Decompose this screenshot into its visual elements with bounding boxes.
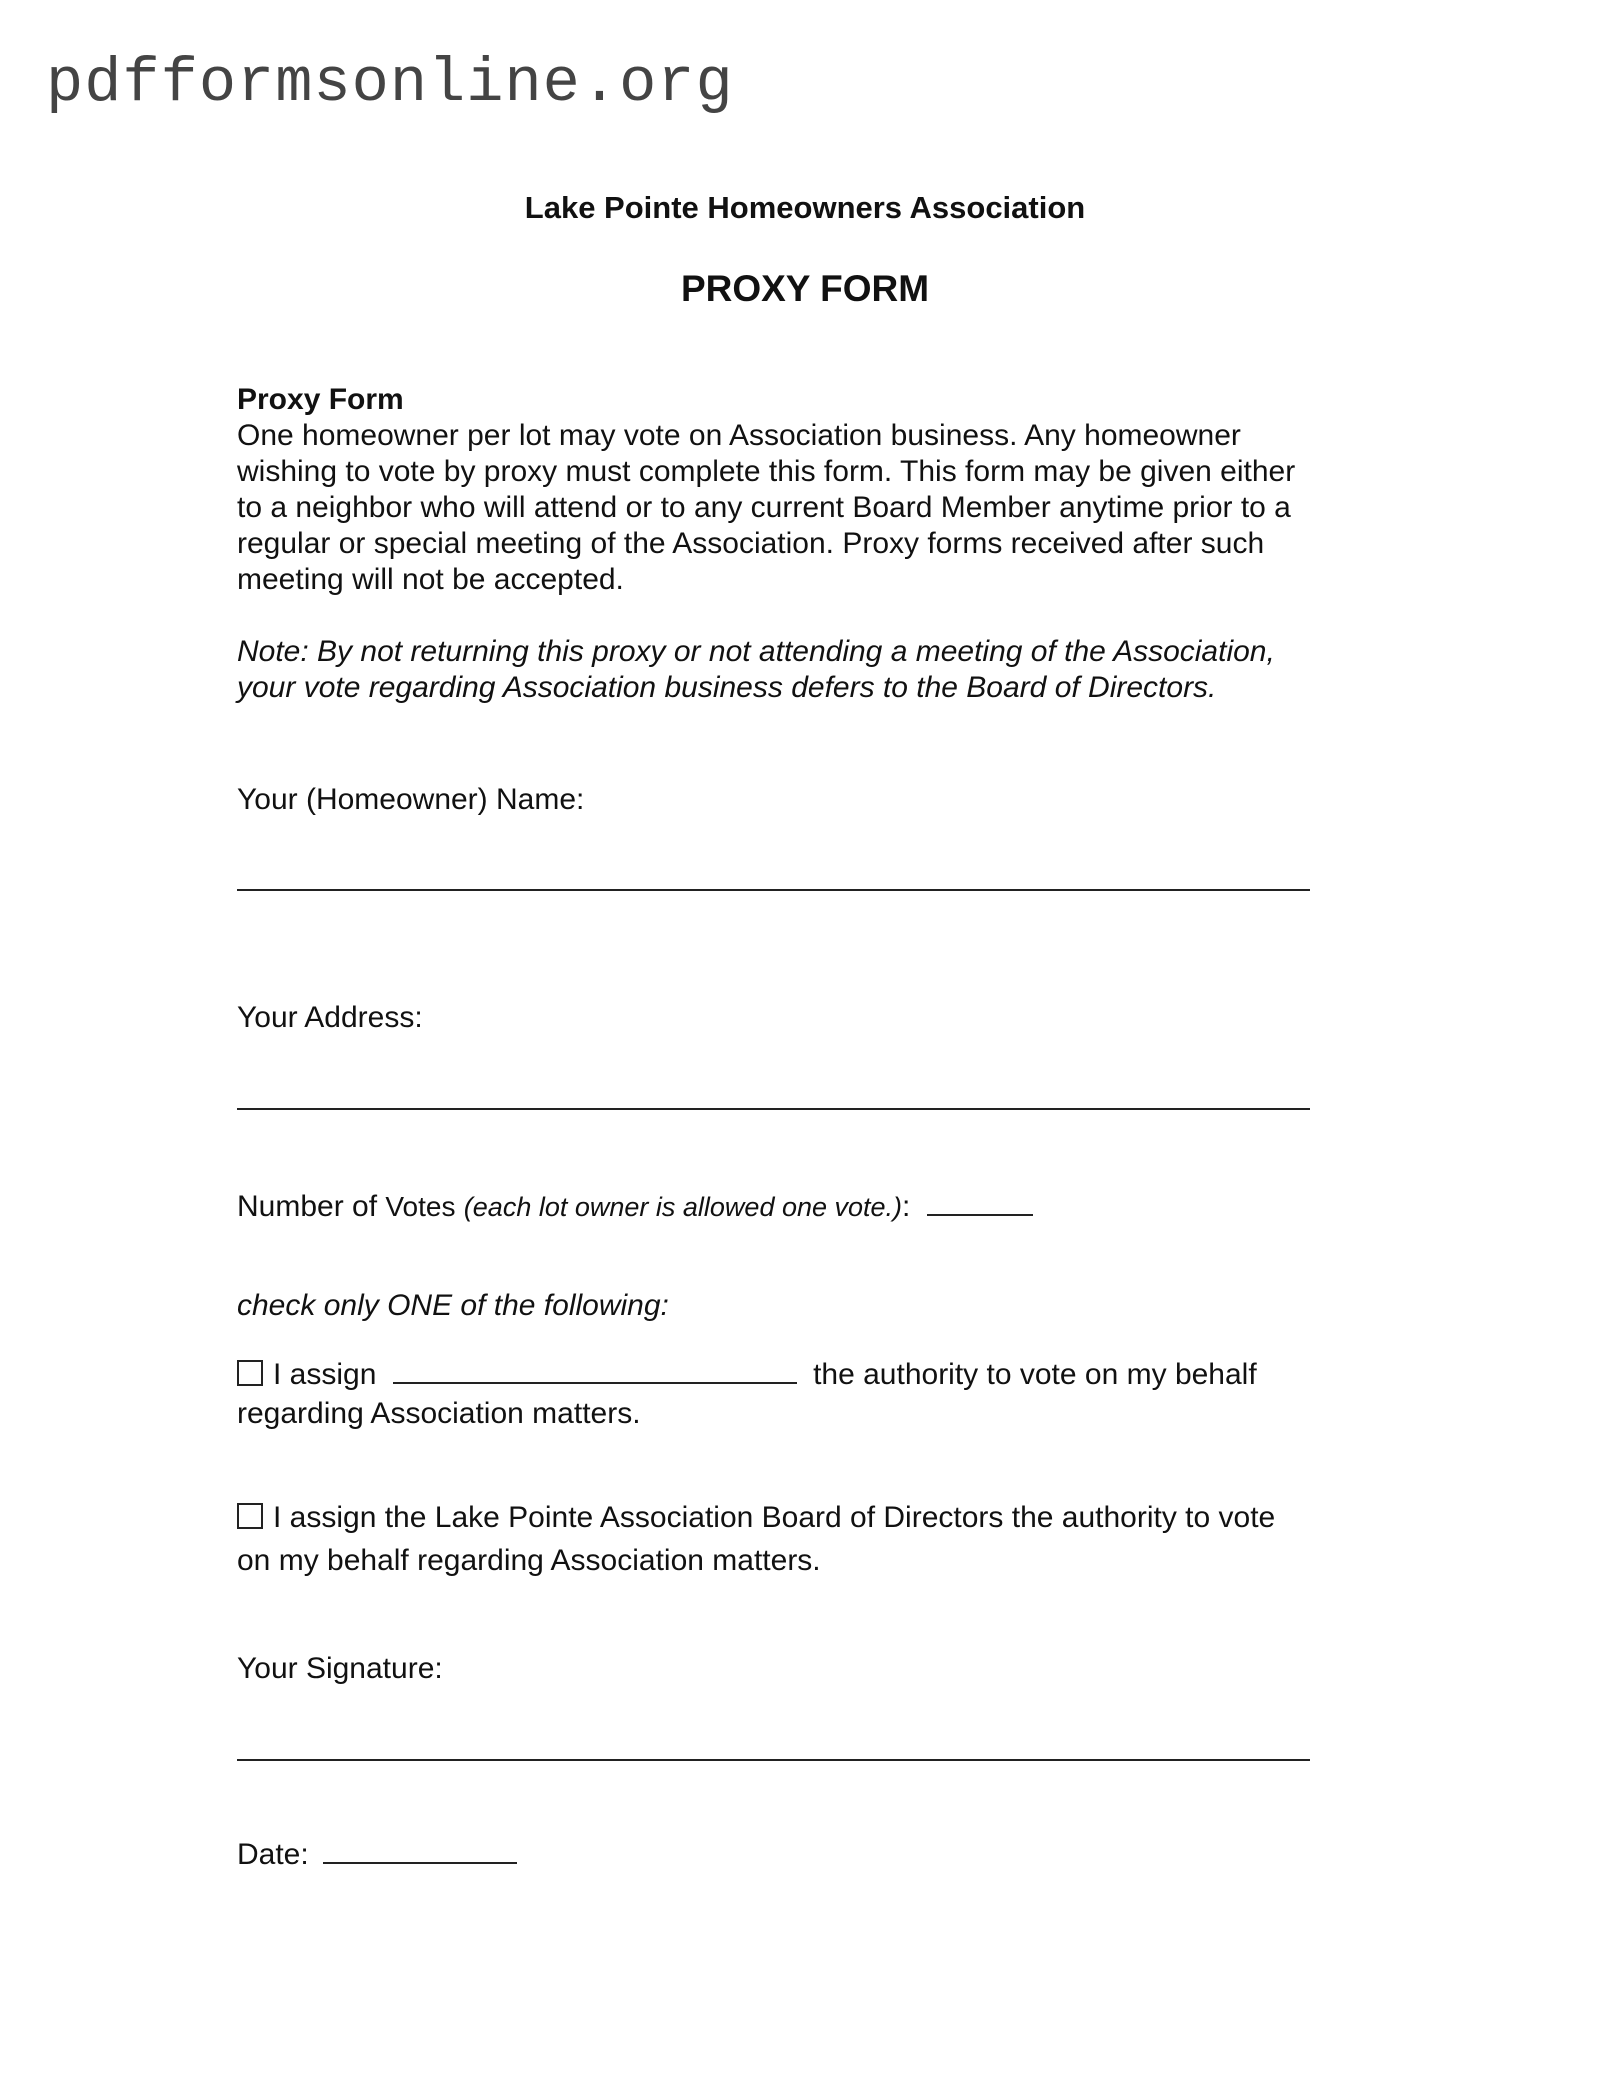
address-label: Your Address: <box>237 1001 423 1034</box>
votes-field-line[interactable] <box>927 1186 1033 1216</box>
intro-line: regular or special meeting of the Association. Proxy forms received after such <box>237 527 1265 560</box>
watermark: pdfformsonline.org <box>46 48 734 119</box>
intro-line: meeting will not be accepted. <box>237 563 624 596</box>
note-line: your vote regarding Association business defers to the Board of Directors. <box>237 671 1217 704</box>
option-2-label: I assign the Lake Pointe Association Board of Directors the authority to vote <box>273 1501 1276 1534</box>
option-1-row <box>237 1354 1257 1393</box>
option-1-label-end: the authority to vote on my behalf <box>813 1358 1257 1391</box>
signature-label: Your Signature: <box>237 1652 443 1685</box>
address-field-line[interactable] <box>237 1108 1310 1110</box>
option-2-line2: on my behalf regarding Association matters. <box>237 1544 821 1577</box>
votes-label-word: Votes <box>385 1191 456 1222</box>
form-title: PROXY FORM <box>680 268 930 309</box>
intro-line: wishing to vote by proxy must complete this form. This form may be given either <box>237 455 1296 488</box>
signature-field-line[interactable] <box>237 1759 1310 1761</box>
intro-paragraph <box>237 418 1387 598</box>
note-paragraph <box>237 634 1387 706</box>
intro-line: One homeowner per lot may vote on Association business. Any homeowner <box>237 419 1241 452</box>
section-heading: Proxy Form <box>237 383 404 416</box>
option-1-checkbox[interactable] <box>237 1360 263 1386</box>
option-2-row <box>237 1500 1275 1536</box>
votes-hint: (each lot owner is allowed one vote.) <box>463 1192 903 1222</box>
intro-line: to a neighbor who will attend or to any current Board Member anytime prior to a <box>237 491 1291 524</box>
name-label: Your (Homeowner) Name: <box>237 783 585 816</box>
votes-colon: : <box>902 1190 911 1223</box>
votes-label: Number of <box>237 1190 386 1223</box>
name-field-line[interactable] <box>237 889 1310 891</box>
votes-row <box>237 1186 1033 1225</box>
date-label: Date: <box>237 1838 309 1871</box>
association-name: Lake Pointe Homeowners Association <box>524 190 1086 225</box>
assignee-field-line[interactable] <box>393 1354 797 1384</box>
option-1-line2: regarding Association matters. <box>237 1397 641 1430</box>
choice-instruction: check only ONE of the following: <box>237 1289 669 1322</box>
option-1-label-start: I assign <box>273 1358 377 1391</box>
note-line: Note: By not returning this proxy or not attending a meeting of the Association, <box>237 635 1275 668</box>
date-field-line[interactable] <box>323 1834 517 1864</box>
intro-section <box>237 382 1387 706</box>
option-2-checkbox[interactable] <box>237 1503 263 1529</box>
date-row <box>237 1834 517 1873</box>
